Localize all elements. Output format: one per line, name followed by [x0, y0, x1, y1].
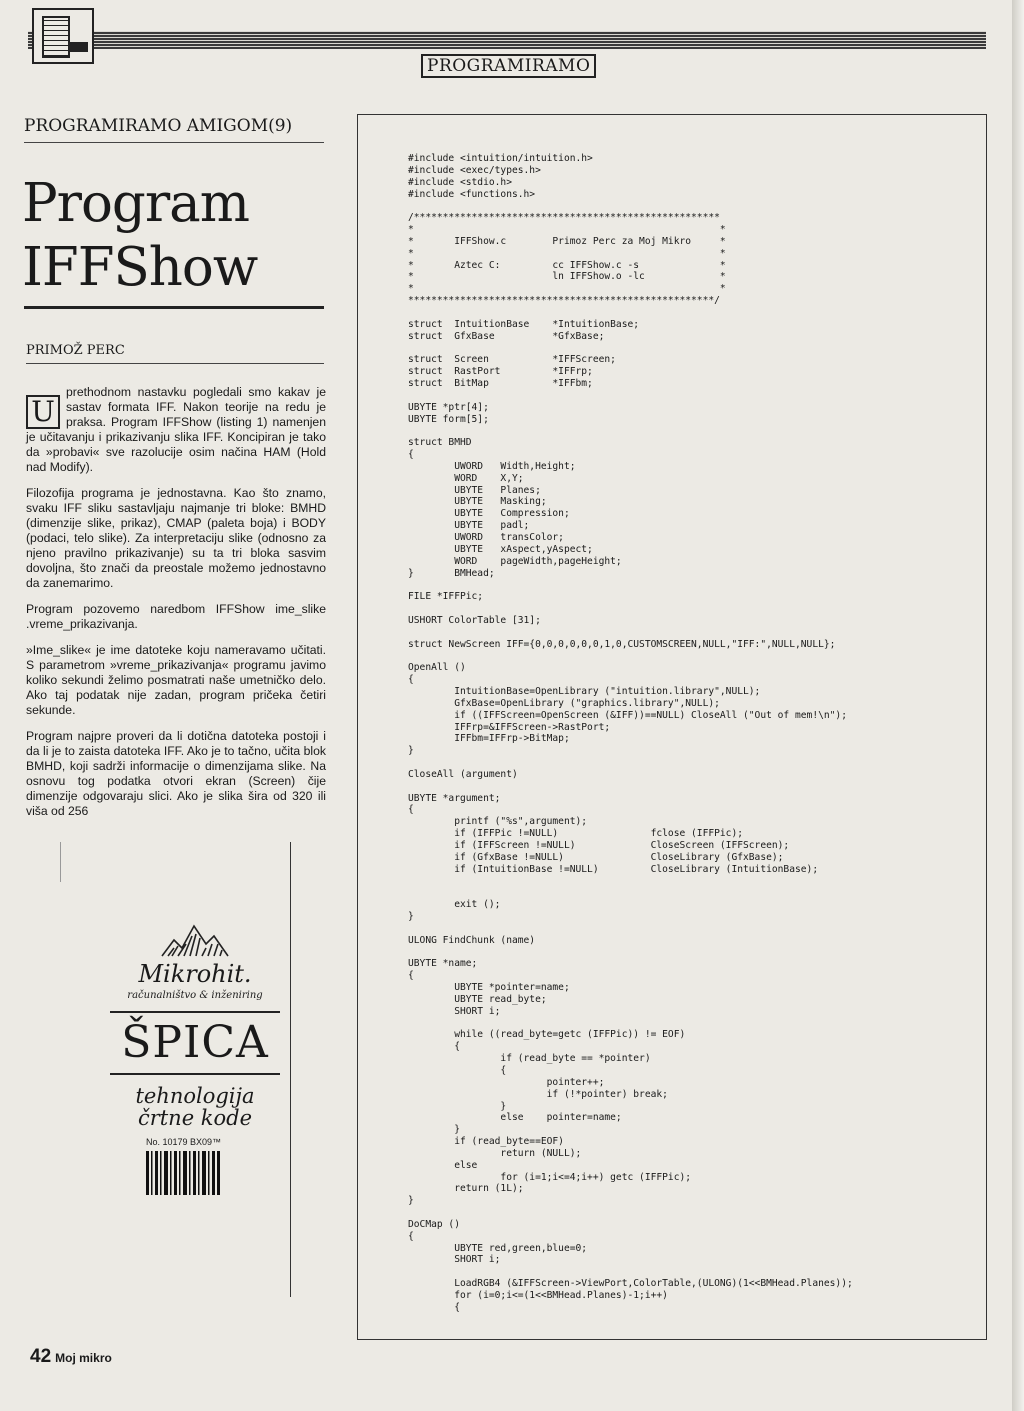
code-line: { [408, 1230, 414, 1242]
code-line: * * [408, 224, 726, 236]
article-title [22, 172, 332, 300]
code-line: { [408, 1301, 460, 1313]
code-line: struct RastPort *IFFrp; [408, 366, 593, 378]
ad-brand: Mikrohit. [138, 960, 252, 988]
code-line: WORD X,Y; [408, 472, 524, 484]
code-line: } [408, 1195, 414, 1207]
code-line: struct GfxBase *GfxBase; [408, 330, 605, 342]
code-listing [408, 153, 853, 1314]
code-line: * * [408, 247, 726, 259]
code-line: ULONG FindChunk (name) [408, 934, 536, 946]
code-line: if (IFFPic !=NULL) fclose (IFFPic); [408, 828, 744, 840]
code-line: for (i=0;i<=(1<<BMHead.Planes)-1;i++) [408, 1290, 668, 1301]
code-line: if (IntuitionBase !=NULL) CloseLibrary (IntuitionBase); [408, 863, 819, 875]
code-line: UBYTE Compression; [408, 508, 570, 520]
ad-product: ŠPICA [121, 1017, 269, 1068]
code-line: UBYTE form[5]; [408, 413, 489, 425]
code-line: struct Screen *IFFScreen; [408, 354, 616, 366]
author-byline: PRIMOŽ PERC [26, 343, 324, 364]
code-line: if (GfxBase !=NULL) CloseLibrary (GfxBase); [408, 851, 784, 863]
title-rule [24, 306, 324, 309]
hand-icon [70, 42, 88, 52]
paragraph: Program najpre proveri da li dotična datoteka postoji i da li je to zaista datoteka IFF. Ako je to tačno, učita blok BMHD, koji sadrži informacije o dimenzijama slike. Na osnovu tog podatka otvori ekran (Screen) čije dimenzije odgovaraju slici. Ako je slika šira od 320 ili viša od 256 [26, 729, 326, 818]
advertisement [110, 922, 280, 1195]
code-line: struct IntuitionBase *IntuitionBase; [408, 318, 640, 330]
code-line: for (i=1;i<=4;i++) getc (IFFPic); [408, 1171, 692, 1183]
code-line: IntuitionBase=OpenLibrary ("intuition.library",NULL); [408, 685, 761, 697]
ad-rule-bottom [110, 1073, 280, 1075]
code-line: } [408, 1124, 460, 1136]
ad-divider-left [60, 842, 61, 882]
code-line: SHORT i; [408, 1005, 501, 1017]
barcode-icon [146, 1151, 222, 1195]
code-line: UBYTE read_byte; [408, 993, 547, 1005]
code-line: UBYTE *argument; [408, 792, 501, 804]
code-line: exit (); [408, 899, 501, 911]
code-line: UBYTE Masking; [408, 496, 547, 508]
code-line: { [408, 804, 414, 816]
ad-divider-right [290, 842, 291, 1297]
code-line: { [408, 449, 414, 461]
title-line-1: Program [22, 173, 250, 234]
code-line: UBYTE Planes; [408, 484, 541, 496]
code-line: UWORD Width,Height; [408, 460, 576, 472]
code-line: return (NULL); [408, 1147, 582, 1159]
page-footer [30, 1346, 112, 1368]
code-line: #include <stdio.h> [408, 176, 512, 188]
code-line: CloseAll (argument) [408, 768, 518, 780]
code-line: if (!*pointer) break; [408, 1088, 668, 1100]
code-line: if (read_byte==EOF) [408, 1136, 564, 1148]
code-line: * ln IFFShow.o -lc * [408, 271, 726, 283]
code-line: UBYTE *ptr[4]; [408, 401, 489, 413]
code-line: #include <exec/types.h> [408, 164, 541, 176]
code-line: { [408, 1064, 507, 1076]
code-line: #include <functions.h> [408, 188, 536, 200]
code-line: struct BitMap *IFFbm; [408, 378, 593, 390]
code-line: * * [408, 283, 726, 295]
code-line: struct NewScreen IFF={0,0,0,0,0,0,1,0,CUSTOMSCREEN,NULL,"IFF:",NULL,NULL}; [408, 638, 836, 650]
code-line: UBYTE *name; [408, 958, 478, 970]
code-line: if (IFFScreen !=NULL) CloseScreen (IFFScreen); [408, 839, 790, 851]
code-line: while ((read_byte=getc (IFFPic)) != EOF) [408, 1029, 686, 1041]
header-rule [28, 31, 986, 49]
code-line: * Aztec C: cc IFFShow.c -s * [408, 259, 726, 271]
code-line: GfxBase=OpenLibrary ("graphics.library",NULL); [408, 697, 720, 709]
code-line: DoCMap () [408, 1218, 460, 1230]
code-line: if (read_byte == *pointer) [408, 1053, 651, 1065]
code-line: UBYTE padl; [408, 520, 530, 532]
code-line: else pointer=name; [408, 1112, 622, 1124]
mountain-peaks-icon [160, 922, 230, 958]
code-line: UBYTE xAspect,yAspect; [408, 543, 593, 555]
section-label: PROGRAMIRAMO [421, 54, 596, 78]
code-line: } BMHead; [408, 567, 495, 579]
code-line: LoadRGB4 (&IFFScreen->ViewPort,ColorTable,(ULONG)(1<<BMHead.Planes)); [408, 1278, 853, 1290]
code-line: #include <intuition/intuition.h> [408, 153, 593, 164]
code-line: pointer++; [408, 1076, 605, 1088]
paragraph: Program pozovemo naredbom IFFShow ime_slike .vreme_prikazivanja. [26, 602, 326, 631]
code-line: * IFFShow.c Primoz Perc za Moj Mikro * [408, 235, 726, 247]
page-edge [1012, 0, 1024, 1411]
code-line: IFFbm=IFFrp->BitMap; [408, 733, 570, 745]
code-line: USHORT ColorTable [31]; [408, 614, 541, 626]
code-line: } [408, 745, 414, 757]
code-line: UBYTE *pointer=name; [408, 982, 570, 994]
code-line: printf ("%s",argument); [408, 816, 588, 828]
paragraph: »Ime_slike« je ime datoteke koju nameravamo učitati. S parametrom »vreme_prikazivanja« programu javimo koliko sekundi želimo posmatrati naše umetničko delo. Ako taj podatak nije zadan, program pričeka četiri sekunde. [26, 643, 326, 717]
paragraph: U prethodnom nastavku pogledali smo kakav je sastav formata IFF. Nakon teorije na redu je praksa. Program IFFShow (listing 1) namenjen je učitavanju i prikazivanju slika IFF. Koncipiran je tako da »probavi« sve razolucije osim načina HAM (Hold nad Modify). [26, 385, 326, 474]
code-line: } [408, 1100, 507, 1112]
code-line: IFFrp=&IFFScreen->RastPort; [408, 721, 611, 733]
code-line: if ((IFFScreen=OpenScreen (&IFF))==NULL) CloseAll ("Out of mem!\n"); [408, 709, 847, 721]
code-line: struct BMHD [408, 437, 472, 449]
series-title: PROGRAMIRAMO AMIGOM(9) [24, 116, 324, 143]
code-line: { [408, 674, 414, 686]
code-line: OpenAll () [408, 662, 466, 674]
article-body [26, 385, 326, 830]
ad-tagline: računalništvo & inženiring [127, 990, 263, 1001]
code-line: { [408, 1041, 460, 1053]
code-line: /***************************************************** [408, 212, 720, 224]
code-line: FILE *IFFPic; [408, 591, 484, 603]
code-line: } [408, 911, 414, 922]
paragraph: Filozofija programa je jednostavna. Kao što znamo, svaku IFF sliku sastavljaju najmanje tri bloke: BMHD (dimenzije slike, prikaz), CMAP (paleta boja) i BODY (podaci, telo slike). Za interpretaciju slike (odnosno za njeno pravilno prikazivanje) su ta tri bloka sasvim dovoljna, što znači da preostale možemo jednostavno da zanemarimo. [26, 486, 326, 590]
ad-code: No. 10179 BX09™ [146, 1137, 222, 1147]
code-line: *****************************************************/ [408, 295, 720, 307]
code-listing-box [357, 114, 987, 1340]
magazine-name: Moj mikro [55, 1351, 112, 1365]
title-line-2: IFFShow [22, 237, 258, 298]
code-line: else [408, 1159, 478, 1171]
computer-document-icon [42, 16, 70, 58]
ad-slogan: tehnologija črtne kode [135, 1084, 255, 1130]
code-line: return (1L); [408, 1183, 524, 1195]
code-line: { [408, 970, 414, 982]
page-number: 42 [30, 1346, 52, 1367]
code-line: SHORT i; [408, 1254, 501, 1266]
code-line: UBYTE red,green,blue=0; [408, 1242, 588, 1254]
code-line: WORD pageWidth,pageHeight; [408, 555, 622, 567]
drop-cap: U [26, 395, 60, 429]
code-line: UWORD transColor; [408, 532, 564, 543]
ad-rule-top [110, 1011, 280, 1013]
section-logo [32, 8, 94, 64]
